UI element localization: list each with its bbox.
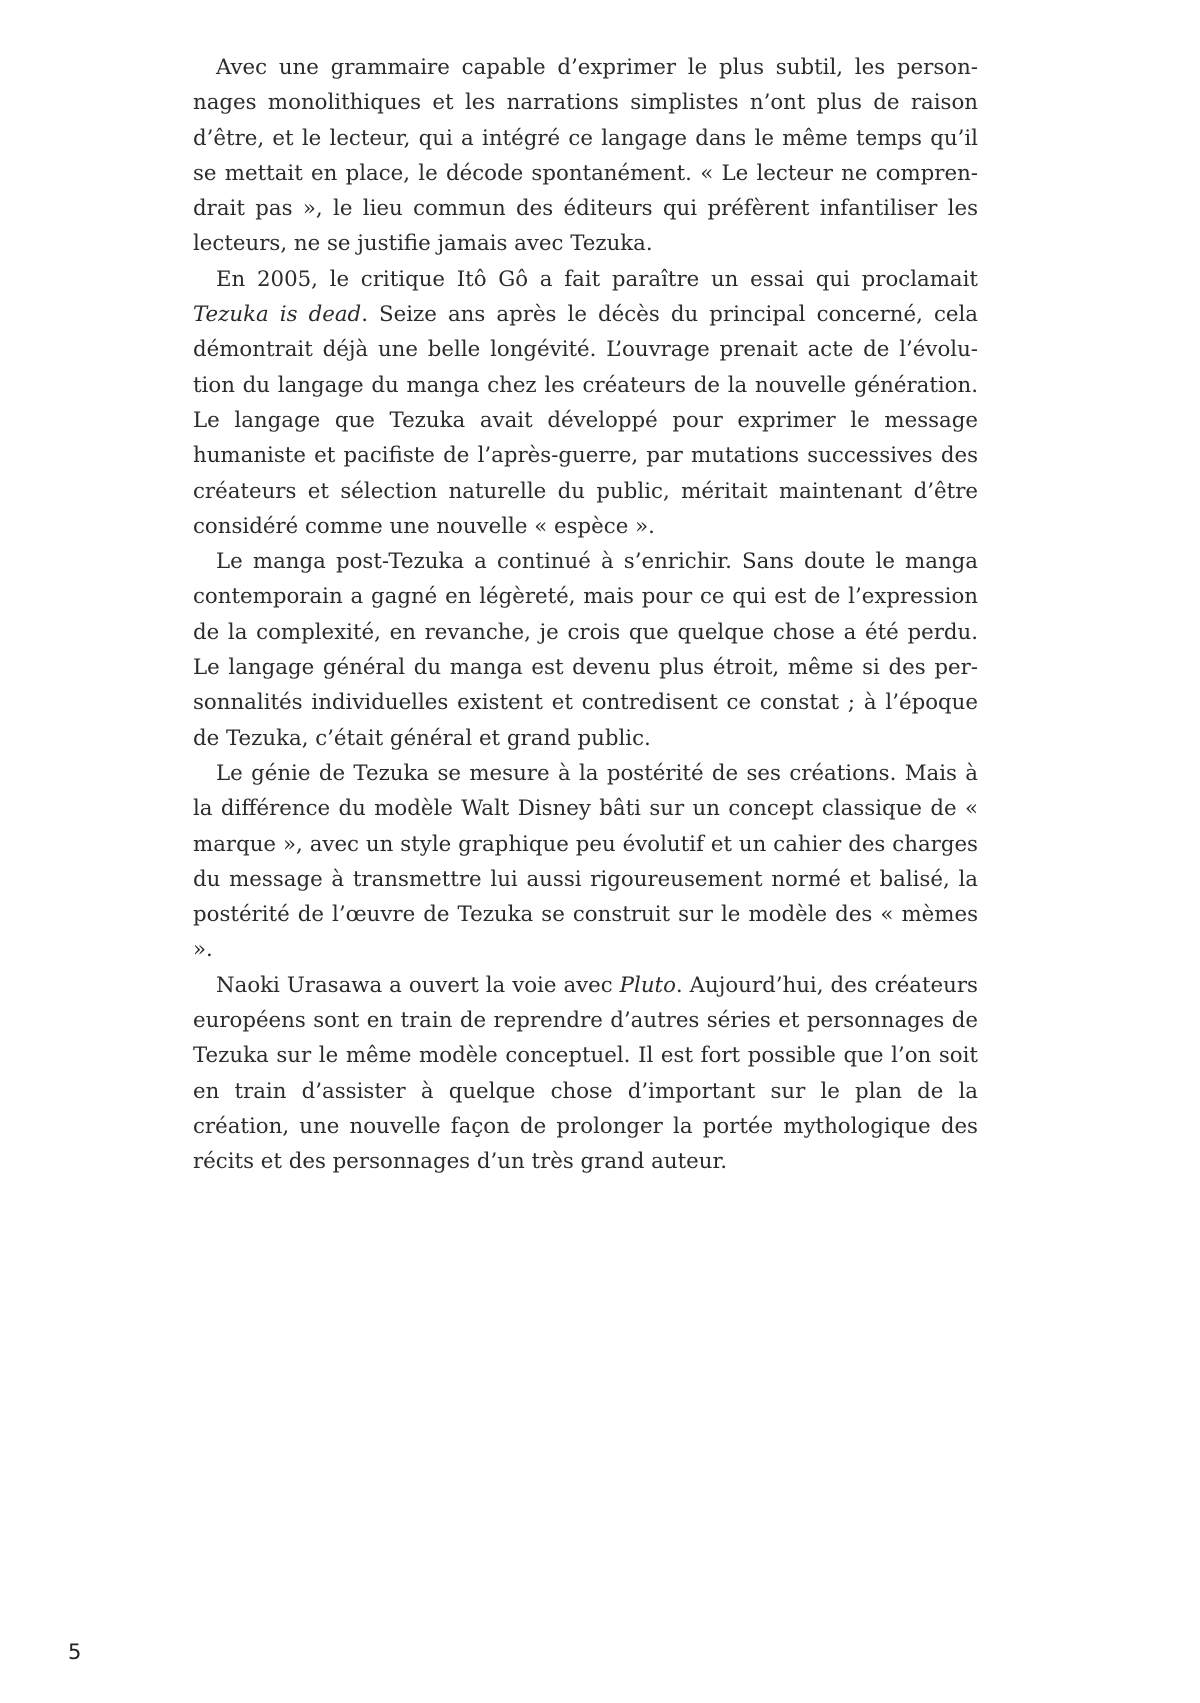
paragraph-4-text: Le génie de Tezuka se mesure à la postérité de ses créations. Mais à la différence du modèle Walt Disney bâti sur un concept classique de « marque », avec un style graphique peu évolutif et un cahier des charges du message à transmettre lui aussi rigoureusement normé et balisé, la postérité de l’œuvre de Tezuka se construit sur le modèle des « mèmes ». — [193, 760, 978, 963]
paragraph-5-text-a: Naoki Urasawa a ouvert la voie avec — [216, 972, 620, 998]
paragraph-2-text-b: . Seize ans après le décès du principal concerné, cela démontrait déjà une belle longévité. L’ouvrage prenait acte de l’évolution du langage du manga chez les créateurs de la nouvelle génération. Le langage que Tezuka avait développé pour exprimer le message humaniste et pacifiste de l’après-guerre, par mutations successives des créateurs et sélection naturelle du public, méritait maintenant d’être considéré comme une nouvelle « espèce ». — [193, 302, 978, 539]
paragraph-2 — [193, 262, 978, 544]
paragraph-4 — [193, 756, 978, 968]
paragraph-3 — [193, 544, 978, 756]
paragraph-5 — [193, 968, 978, 1180]
essay-title-italic: Tezuka is dead — [193, 302, 362, 328]
paragraph-2-text-a: En 2005, le critique Itô Gô a fait paraître un essai qui proclamait — [216, 266, 978, 292]
paragraph-1-text: Avec une grammaire capable d’exprimer le plus subtil, les personnages monolithiques et les narrations simplistes n’ont plus de raison d’être, et le lecteur, qui a intégré ce langage dans le même temps qu’il se mettait en place, le décode spontanément. « Le lecteur ne comprendrait pas », le lieu commun des éditeurs qui préfèrent infantiliser les lecteurs, ne se justifie jamais avec Tezuka. — [193, 55, 978, 257]
body-text — [193, 50, 978, 1180]
page-number: 5 — [68, 1640, 82, 1664]
paragraph-5-text-b: . Aujourd’hui, des créateurs européens sont en train de reprendre d’autres séries et personnages de Tezuka sur le même modèle conceptuel. Il est fort possible que l’on soit en train d’assister à quelque chose d’important sur le plan de la création, une nouvelle façon de prolonger la portée mythologique des récits et des personnages d’un très grand auteur. — [193, 972, 978, 1175]
paragraph-1 — [193, 50, 978, 262]
pluto-title-italic: Pluto — [619, 972, 676, 998]
paragraph-3-text: Le manga post-Tezuka a continué à s’enrichir. Sans doute le manga contemporain a gagné en légèreté, mais pour ce qui est de l’expression de la complexité, en revanche, je crois que quelque chose a été perdu. Le langage général du manga est devenu plus étroit, même si des personnalités individuelles existent et contredisent ce constat ; à l’époque de Tezuka, c’était général et grand public. — [193, 549, 978, 751]
